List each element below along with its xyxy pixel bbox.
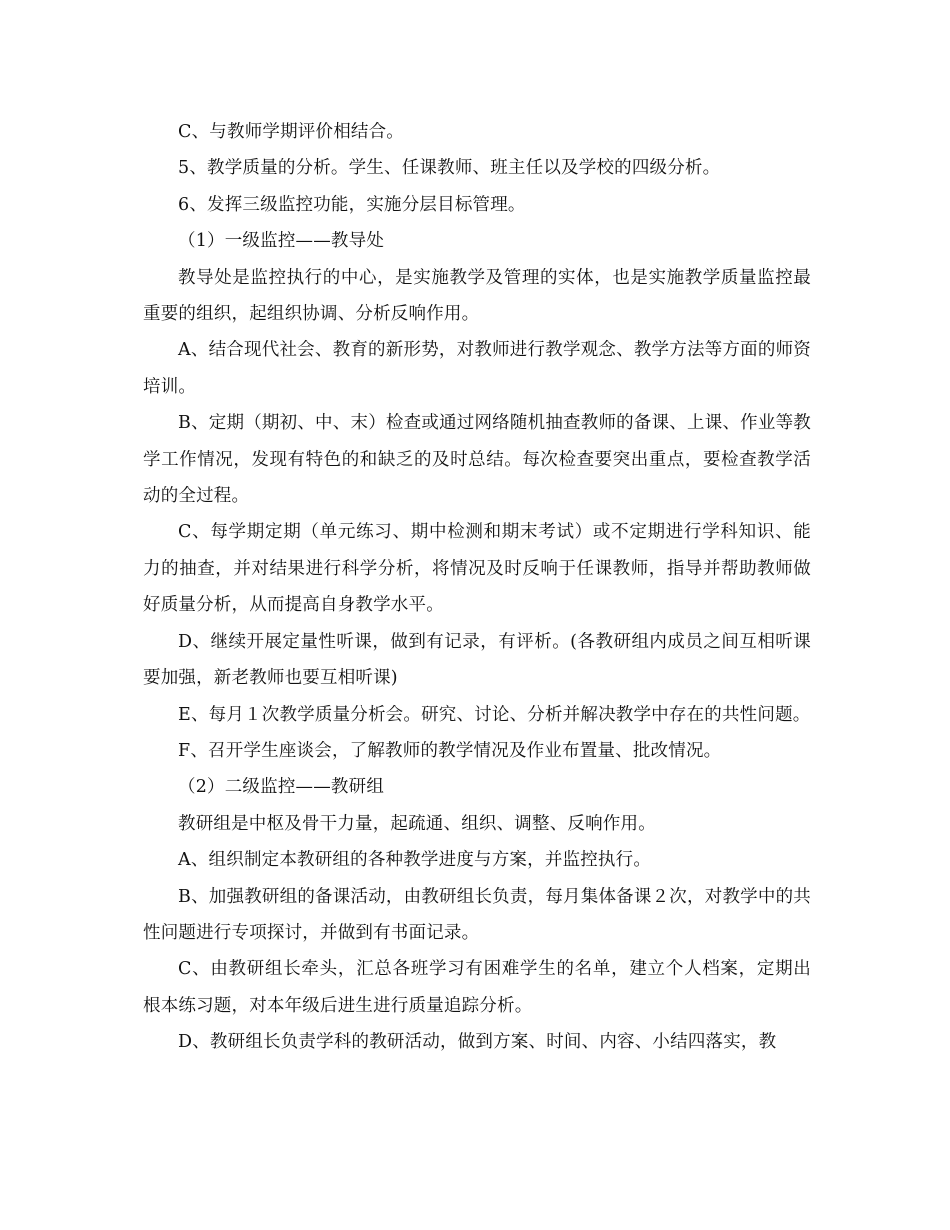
- paragraph-d-lesson-observation: D、继续开展定量性听课，做到有记录，有评析。(各教研组内成员之间互相听课要加强，新老教师也要互相听课): [143, 631, 811, 689]
- paragraph-research-group: 教研组是中枢及骨干力量，起疏通、组织、调整、反响作用。: [178, 813, 656, 834]
- paragraph-b-lesson-prep: B、加强教研组的备课活动，由教研组长负责，每月集体备课２次，对教学中的共性问题进行专项探讨，并做到有书面记录。: [143, 886, 811, 943]
- paragraph-c-evaluation: C、与教师学期评价相结合。: [178, 122, 404, 142]
- paragraph-f-student-forum: F、召开学生座谈会，了解教师的教学情况及作业布置量、批改情况。: [178, 740, 722, 761]
- paragraph-a-teacher-training: A、结合现代社会、教育的新形势，对教师进行教学观念、教学方法等方面的师资培训。: [143, 340, 811, 397]
- heading-level-2-monitoring: （2）二级监控——教研组: [178, 777, 385, 798]
- paragraph-d-research-activities: D、教研组长负责学科的教研活动，做到方案、时间、内容、小结四落实，教: [178, 1032, 777, 1053]
- paragraph-6-three-level-monitoring: 6、发挥三级监控功能，实施分层目标管理。: [178, 194, 526, 215]
- paragraph-a-teaching-plan: A、组织制定本教研组的各种教学进度与方案，并监控执行。: [178, 850, 652, 871]
- heading-level-1-monitoring: （1）一级监控——教导处: [178, 231, 385, 252]
- paragraph-c-semester-tests: C、每学期定期（单元练习、期中检测和期末考试）或不定期进行学科知识、能力的抽查，并对结果进行科学分析，将情况及时反响于任课教师，指导并帮助教师做好质量分析，从而提高自身教学水平。: [143, 522, 811, 616]
- paragraph-b-regular-checks: B、定期（期初、中、末）检查或通过网络随机抽查教师的备课、上课、作业等教学工作情况，发现有特色的和缺乏的及时总结。每次检查要突出重点，要检查教学活动的全过程。: [143, 413, 811, 507]
- document-body: [143, 114, 811, 1061]
- paragraph-academic-office: 教导处是监控执行的中心，是实施教学及管理的实体，也是实施教学质量监控最重要的组织，起组织协调、分析反响作用。: [143, 267, 811, 325]
- paragraph-e-monthly-meeting: E、每月１次教学质量分析会。研究、讨论、分析并解决教学中存在的共性问题。: [178, 704, 811, 725]
- paragraph-5-quality-analysis: 5、教学质量的分析。学生、任课教师、班主任以及学校的四级分析。: [178, 158, 721, 179]
- paragraph-c-struggling-students: C、由教研组长牵头，汇总各班学习有困难学生的名单，建立个人档案，定期出根本练习题，对本年级后进生进行质量追踪分析。: [143, 959, 811, 1016]
